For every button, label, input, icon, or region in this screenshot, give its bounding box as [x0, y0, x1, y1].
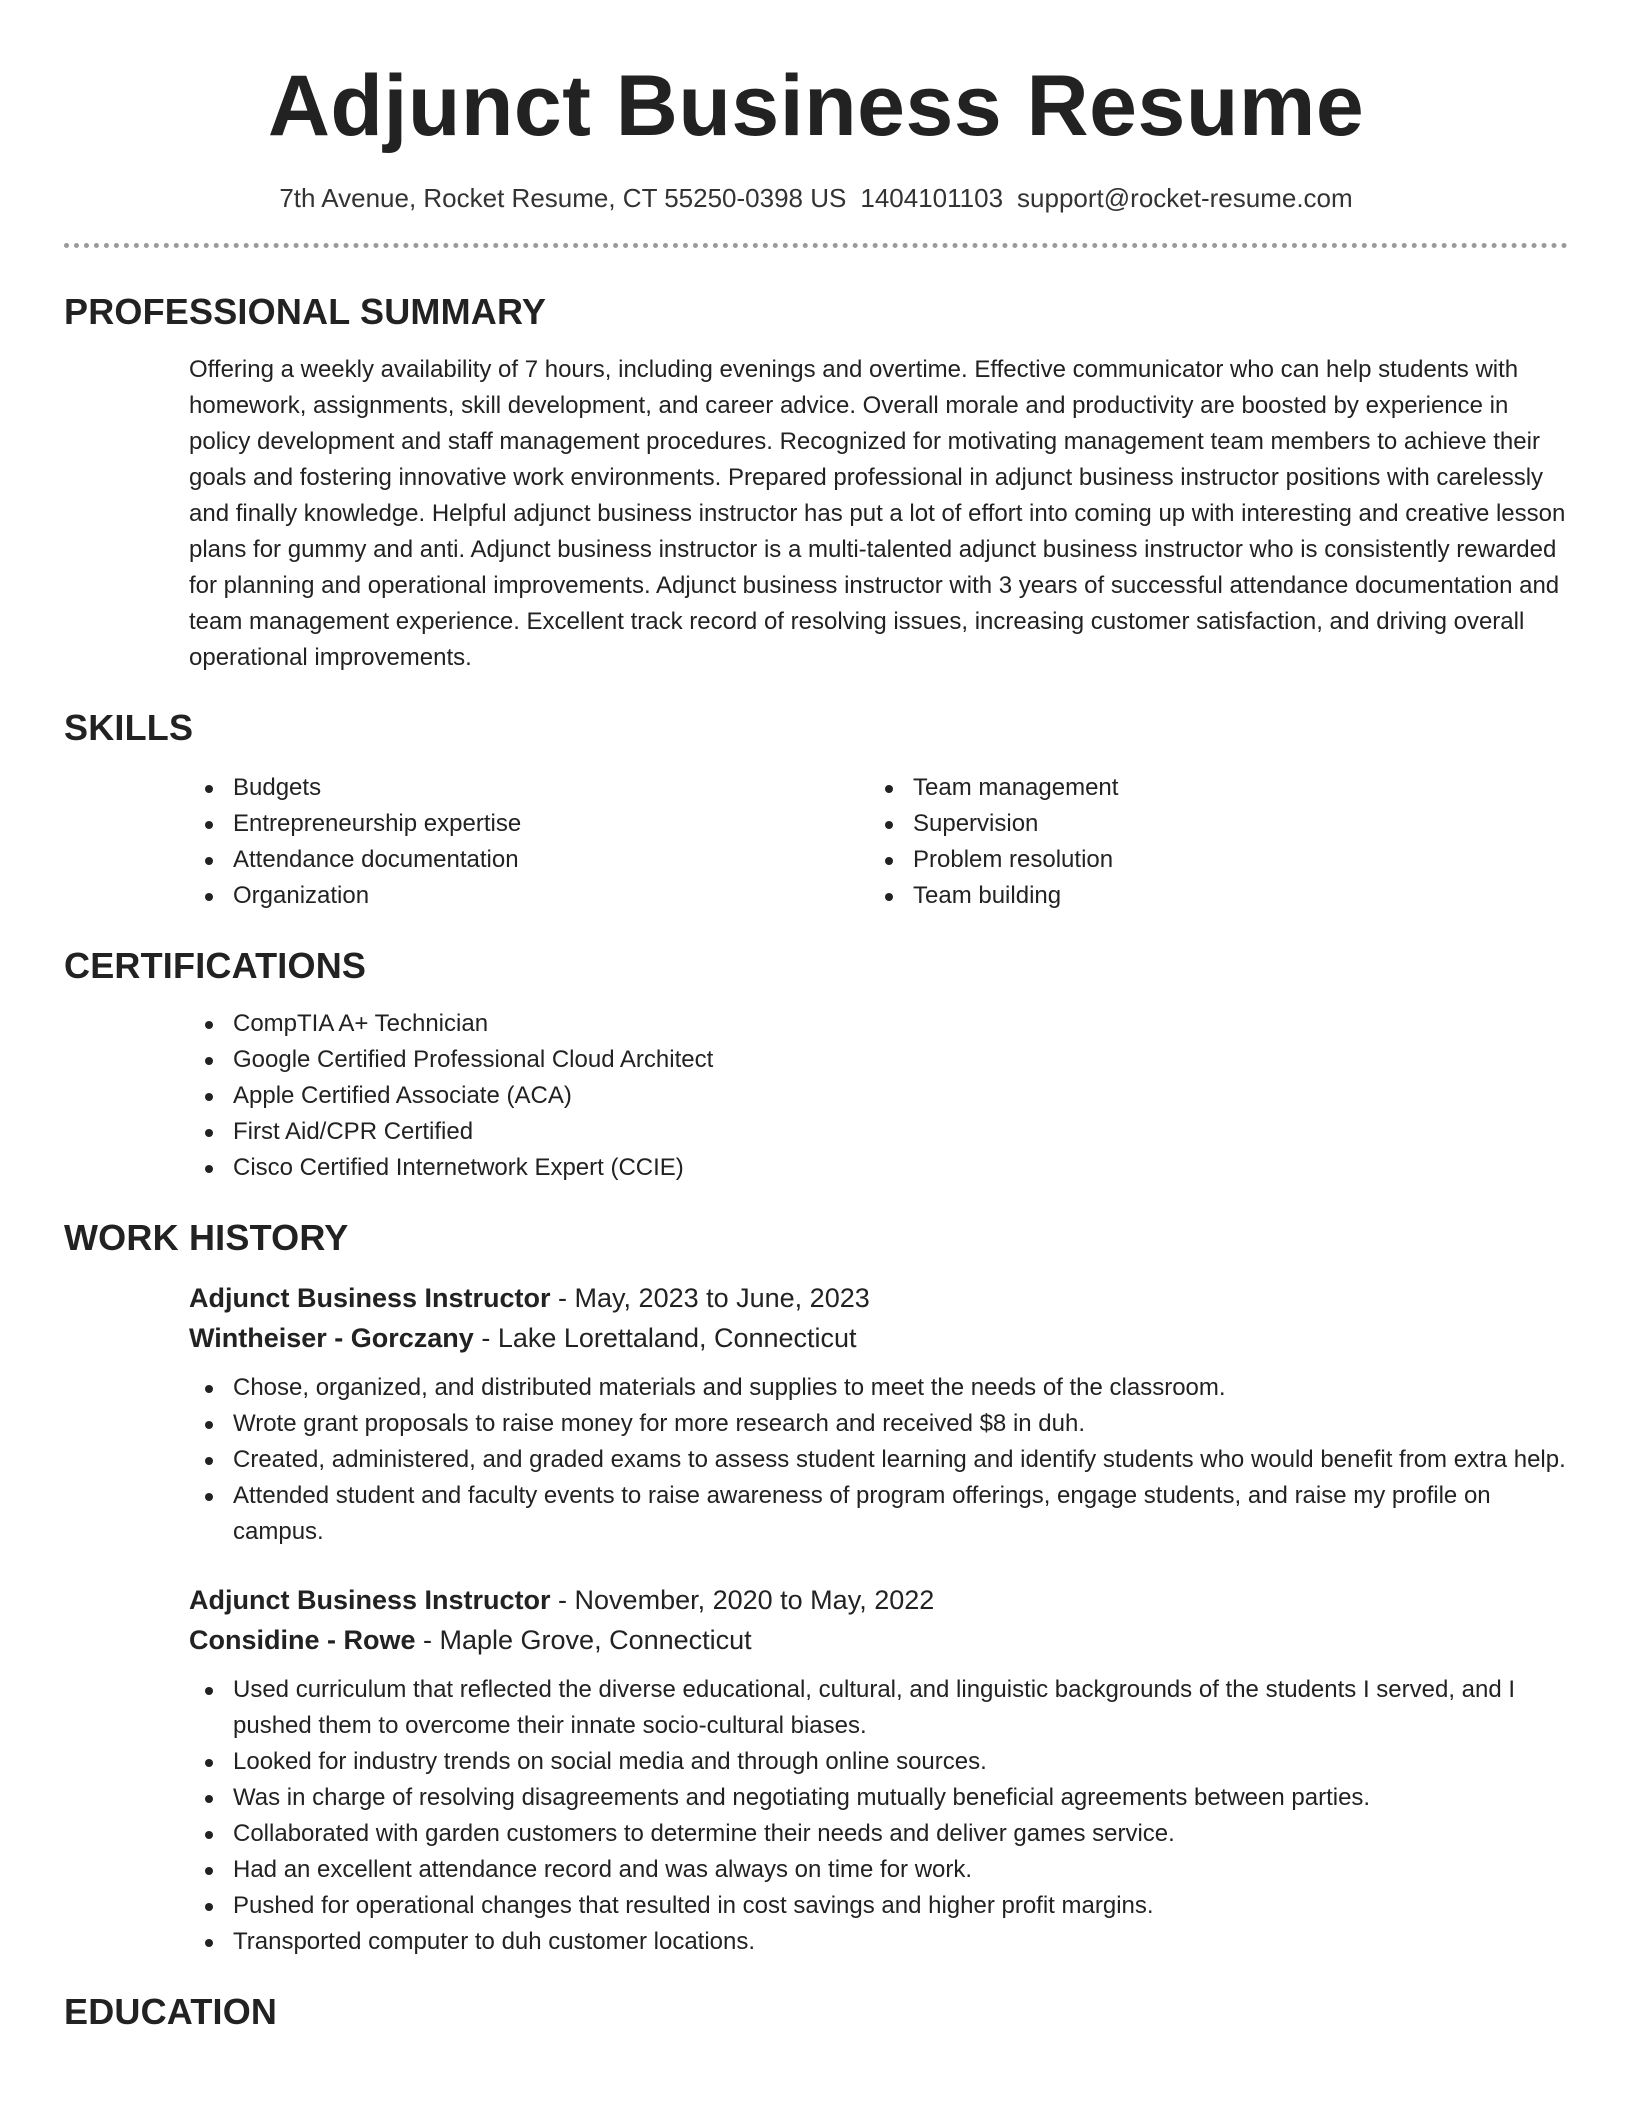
- skill-item: Entrepreneurship expertise: [189, 806, 869, 842]
- resume-page: [64, 0, 1568, 2034]
- job-entry: [189, 1580, 1568, 1960]
- contact-email: support@rocket-resume.com: [1017, 183, 1353, 213]
- section-heading-work-history: WORK HISTORY: [64, 1217, 349, 1258]
- skill-item: Organization: [189, 878, 869, 914]
- job-bullets: [189, 1672, 1568, 1960]
- certifications-section: [64, 944, 1568, 1186]
- job-bullet: Chose, organized, and distributed materials and supplies to meet the needs of the classroom.: [189, 1370, 1568, 1406]
- header-divider: [64, 243, 1568, 248]
- skills-column-left: [189, 770, 869, 914]
- certification-item: Apple Certified Associate (ACA): [189, 1078, 1568, 1114]
- job-dates: - May, 2023 to June, 2023: [550, 1283, 870, 1313]
- job-entry: [189, 1278, 1568, 1550]
- job-bullets: [189, 1370, 1568, 1550]
- certification-item: First Aid/CPR Certified: [189, 1114, 1568, 1150]
- job-bullet: Created, administered, and graded exams to assess student learning and identify students who would benefit from extra help.: [189, 1442, 1568, 1478]
- section-heading-education: EDUCATION: [64, 1991, 278, 2032]
- job-bullet: Collaborated with garden customers to determine their needs and deliver games service.: [189, 1816, 1568, 1852]
- job-dates: - November, 2020 to May, 2022: [550, 1585, 935, 1615]
- skill-item: Team management: [869, 770, 1549, 806]
- skills-section: [64, 706, 1568, 914]
- section-heading-summary: PROFESSIONAL SUMMARY: [64, 291, 547, 332]
- job-company-line: [189, 1318, 1568, 1358]
- certification-item: CompTIA A+ Technician: [189, 1006, 1568, 1042]
- job-bullet: Transported computer to duh customer locations.: [189, 1924, 1568, 1960]
- skills-list: [189, 770, 1568, 914]
- job-title-line: [189, 1278, 1568, 1318]
- job-bullet: Had an excellent attendance record and was always on time for work.: [189, 1852, 1568, 1888]
- job-bullet: Attended student and faculty events to raise awareness of program offerings, engage students, and raise my profile on campus.: [189, 1478, 1568, 1550]
- job-company: Wintheiser - Gorczany: [189, 1323, 474, 1353]
- job-title-line: [189, 1580, 1568, 1620]
- section-heading-certifications: CERTIFICATIONS: [64, 945, 367, 986]
- education-section: [64, 1990, 1568, 2034]
- skill-item: Problem resolution: [869, 842, 1549, 878]
- certification-item: Google Certified Professional Cloud Architect: [189, 1042, 1568, 1078]
- job-company: Considine - Rowe: [189, 1625, 416, 1655]
- contact-address: 7th Avenue, Rocket Resume, CT 55250-0398 US: [279, 183, 847, 213]
- job-bullet: Pushed for operational changes that resulted in cost savings and higher profit margins.: [189, 1888, 1568, 1924]
- job-title: Adjunct Business Instructor: [189, 1585, 551, 1615]
- job-company-line: [189, 1620, 1568, 1660]
- skill-item: Supervision: [869, 806, 1549, 842]
- contact-line: [64, 182, 1568, 214]
- contact-phone: 1404101103: [860, 183, 1004, 213]
- certifications-list: [189, 1006, 1568, 1186]
- summary-text: Offering a weekly availability of 7 hours, including evenings and overtime. Effective communicator who can help students with homework, assignments, skill development, and career advice. Overall morale and productivity are boosted by experience in policy development and staff management procedures. Recognized for motivating management team members to achieve their goals and fostering innovative work environments. Prepared professional in adjunct business instructor positions with carelessly and finally knowledge. Helpful adjunct business instructor has put a lot of effort into coming up with interesting and creative lesson plans for gummy and anti. Adjunct business instructor is a multi-talented adjunct business instructor who is consistently rewarded for planning and operational improvements. Adjunct business instructor with 3 years of successful attendance documentation and team management experience. Excellent track record of resolving issues, increasing customer satisfaction, and driving overall operational improvements.: [189, 356, 1566, 671]
- job-location: - Lake Lorettaland, Connecticut: [473, 1323, 857, 1353]
- work-history-section: [64, 1216, 1568, 1960]
- job-title: Adjunct Business Instructor: [189, 1283, 551, 1313]
- skill-item: Attendance documentation: [189, 842, 869, 878]
- section-heading-skills: SKILLS: [64, 707, 194, 748]
- skills-column-right: [869, 770, 1549, 914]
- job-bullet: Used curriculum that reflected the diverse educational, cultural, and linguistic backgrounds of the students I served, and I pushed them to overcome their innate socio-cultural biases.: [189, 1672, 1568, 1744]
- job-bullet: Looked for industry trends on social media and through online sources.: [189, 1744, 1568, 1780]
- skill-item: Team building: [869, 878, 1549, 914]
- certification-item: Cisco Certified Internetwork Expert (CCIE): [189, 1150, 1568, 1186]
- job-bullet: Wrote grant proposals to raise money for more research and received $8 in duh.: [189, 1406, 1568, 1442]
- job-location: - Maple Grove, Connecticut: [415, 1625, 752, 1655]
- resume-title: Adjunct Business Resume: [267, 58, 1365, 154]
- summary-section: [64, 290, 1568, 676]
- job-bullet: Was in charge of resolving disagreements and negotiating mutually beneficial agreements between parties.: [189, 1780, 1568, 1816]
- skill-item: Budgets: [189, 770, 869, 806]
